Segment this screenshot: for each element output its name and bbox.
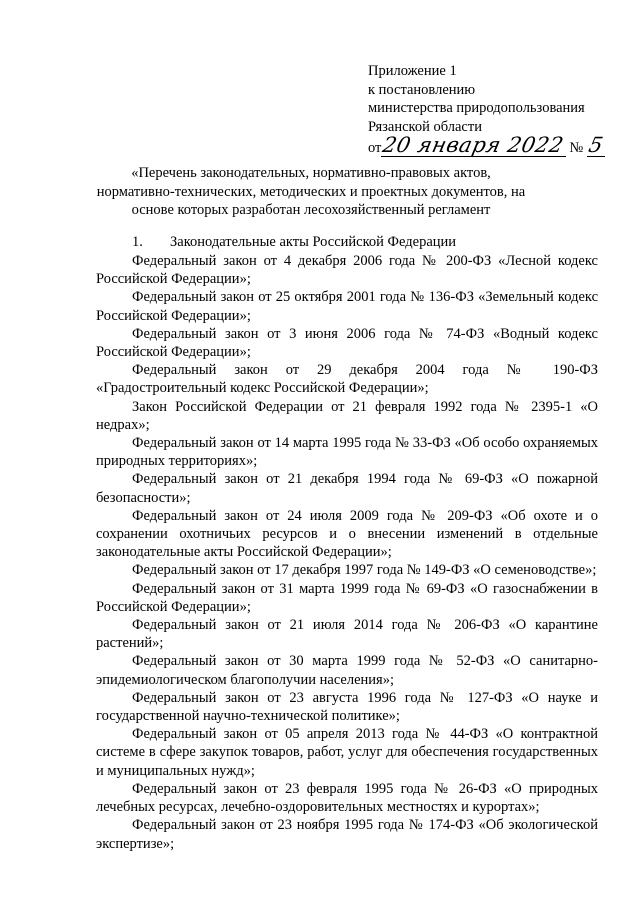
document-title: «Перечень законодательных, нормативно-правовых актов, нормативно-технических, методических и проектных документов, на основе которых разработан лесохозяйственный регламент xyxy=(96,165,526,218)
handwritten-date: 20 января 2022 xyxy=(380,133,567,157)
list-item: Федеральный закон от 30 марта 1999 года № 52-ФЗ «О санитарно-эпидемиологическом благополучии населения»; xyxy=(96,653,598,688)
appendix-date-line xyxy=(368,133,606,158)
list-item: Федеральный закон от 29 декабря 2004 года № 190-ФЗ «Градостроительный кодекс Российской Федерации»; xyxy=(96,362,598,397)
list-item: Федеральный закон от 05 апреля 2013 года № 44-ФЗ «О контрактной системе в сфере закупок товаров, работ, услуг для обеспечения государственных и муниципальных нужд»; xyxy=(96,726,598,779)
list-item: Федеральный закон от 3 июня 2006 года № 74-ФЗ «Водный кодекс Российской Федерации»; xyxy=(96,325,598,361)
appendix-ministry: министерства природопользования xyxy=(368,100,585,116)
handwritten-number: 5 xyxy=(586,133,606,157)
appendix-resolution: к постановлению xyxy=(368,81,476,98)
list-item: Федеральный закон от 25 октября 2001 года № 136-ФЗ «Земельный кодекс Российской Федерации»; xyxy=(96,289,598,324)
list-item: Федеральный закон от 14 марта 1995 года № 33-ФЗ «Об особо охраняемых природных территориях»; xyxy=(96,435,598,470)
number-prefix: № xyxy=(569,140,584,156)
list-item: Закон Российской Федерации от 21 февраля 1992 года № 2395-1 «О недрах»; xyxy=(96,398,598,433)
appendix-region: Рязанской области xyxy=(368,118,482,135)
list-item: Федеральный закон от 17 декабря 1997 года № 149-ФЗ «О семеноводстве»; xyxy=(132,562,597,579)
section-number: 1. xyxy=(132,234,143,250)
list-item: Федеральный закон от 23 февраля 1995 года № 26-ФЗ «О природных лечебных ресурсах, лечебно-оздоровительных местностях и курортах»; xyxy=(96,780,598,816)
list-item: Федеральный закон от 21 июля 2014 года № 206-ФЗ «О карантине растений»; xyxy=(96,617,598,652)
appendix-block xyxy=(368,62,605,158)
section-heading xyxy=(132,233,456,251)
list-item: Федеральный закон от 21 декабря 1994 года № 69-ФЗ «О пожарной безопасности»; xyxy=(96,471,598,506)
list-item: Федеральный закон от 23 ноября 1995 года № 174-ФЗ «Об экологической экспертизе»; xyxy=(96,817,598,852)
appendix-title: Приложение 1 xyxy=(368,63,457,79)
list-item: Федеральный закон от 24 июля 2009 года № 209-ФЗ «Об охоте и о сохранении охотничьих ресурсов и о внесении изменений в отдельные законодательные акты Российской Федерации»; xyxy=(96,507,598,561)
date-prefix: от xyxy=(368,140,382,156)
list-item: Федеральный закон от 23 августа 1996 года № 127-ФЗ «О науке и государственной научно-технической политике»; xyxy=(96,689,598,725)
list-item: Федеральный закон от 4 декабря 2006 года № 200-ФЗ «Лесной кодекс Российской Федерации»; xyxy=(96,253,598,288)
law-list xyxy=(96,252,598,853)
list-item: Федеральный закон от 31 марта 1999 года № 69-ФЗ «О газоснабжении в Российской Федерации»; xyxy=(96,580,598,615)
section-title: Законодательные акты Российской Федерации xyxy=(170,234,457,250)
